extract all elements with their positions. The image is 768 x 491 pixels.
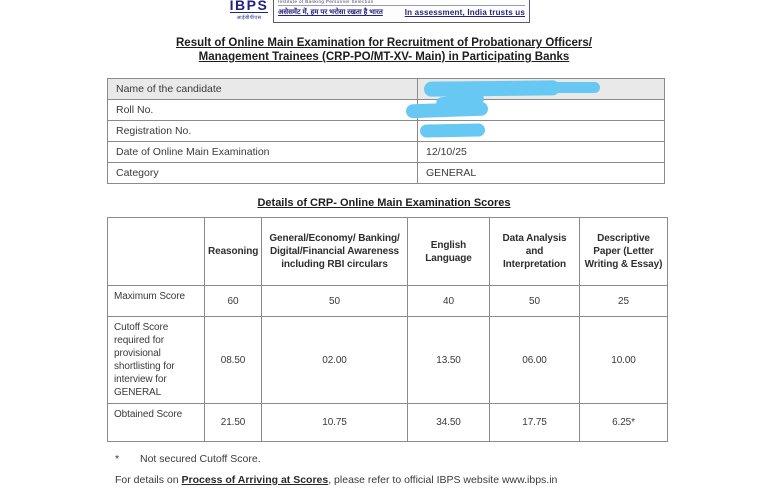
score-cell: 25 xyxy=(580,286,668,317)
redaction-blob xyxy=(420,123,485,137)
obtained-score-label: Obtained Score xyxy=(108,404,205,442)
cutoff-score-label: Cutoff Score required for provisional shortlisting for interview for GENERAL xyxy=(108,317,205,404)
exam-date-label: Date of Online Main Examination xyxy=(108,142,418,163)
score-cell: 10.75 xyxy=(262,404,408,442)
candidate-name-label: Name of the candidate xyxy=(108,79,418,100)
category-label: Category xyxy=(108,163,418,184)
roll-no-label: Roll No. xyxy=(108,100,418,121)
registration-no-label: Registration No. xyxy=(108,121,418,142)
redaction-blob xyxy=(536,82,600,93)
cutoff-score-row xyxy=(108,317,668,404)
maximum-score-row xyxy=(108,286,668,317)
score-cell: 06.00 xyxy=(490,317,580,404)
score-cell: 40 xyxy=(408,286,490,317)
scores-col-english: English Language xyxy=(408,218,490,286)
maximum-score-label: Maximum Score xyxy=(108,286,205,317)
score-cell: 08.50 xyxy=(205,317,262,404)
score-cell: 34.50 xyxy=(408,404,490,442)
tagline-hindi: असेसमेंट में, हम पर भरोसा रखता है भारत xyxy=(278,9,383,16)
table-row xyxy=(108,100,665,121)
score-cell: 02.00 xyxy=(262,317,408,404)
obtained-score-row xyxy=(108,404,668,442)
category-value: GENERAL xyxy=(418,163,665,184)
scores-col-general-awareness: General/Economy/ Banking/ Digital/Financial Awareness including RBI circulars xyxy=(262,218,408,286)
ibps-logo xyxy=(227,0,271,21)
scores-col-reasoning: Reasoning xyxy=(205,218,262,286)
ibps-logo-text: IBPS xyxy=(229,0,269,13)
score-cell: 17.75 xyxy=(490,404,580,442)
candidate-details-table xyxy=(107,78,665,184)
process-of-arriving-at-scores-text: Process of Arriving at Scores xyxy=(181,474,329,486)
exam-date-value: 12/10/25 xyxy=(418,142,665,163)
details-suffix: , please refer to official IBPS website www.ibps.in xyxy=(328,474,558,486)
score-cell: 50 xyxy=(262,286,408,317)
roll-no-value xyxy=(418,100,665,121)
scores-col-data-analysis: Data Analysis and Interpretation xyxy=(490,218,580,286)
scores-header-row xyxy=(108,218,668,286)
score-cell: 13.50 xyxy=(408,317,490,404)
page-title xyxy=(0,36,768,64)
scores-section-heading: Details of CRP- Online Main Examination Scores xyxy=(257,197,511,209)
score-cell: 21.50 xyxy=(205,404,262,442)
footnote-text: Not secured Cutoff Score. xyxy=(140,453,261,465)
details-prefix: For details on xyxy=(115,474,182,486)
scores-table xyxy=(107,217,668,442)
score-cell: 6.25* xyxy=(580,404,668,442)
ibps-logo-subtext: आईबीपीएस xyxy=(236,15,262,21)
score-cell: 50 xyxy=(490,286,580,317)
cutoff-footnote xyxy=(115,453,261,465)
score-cell: 60 xyxy=(205,286,262,317)
banner-fine-print: Institute of Banking Personnel Selection xyxy=(278,0,525,6)
score-cell: 10.00 xyxy=(580,317,668,404)
table-row xyxy=(108,79,665,100)
table-row xyxy=(108,142,665,163)
scores-col-descriptive: Descriptive Paper (Letter Writing & Essay) xyxy=(580,218,668,286)
page-title-line1: Result of Online Main Examination for Recruitment of Probationary Officers/ xyxy=(176,37,592,49)
ibps-tagline-banner xyxy=(273,0,530,23)
scores-col-empty xyxy=(108,218,205,286)
registration-no-value xyxy=(418,121,665,142)
asterisk-marker: * xyxy=(115,453,120,465)
table-row xyxy=(108,163,665,184)
table-row xyxy=(108,121,665,142)
details-reference-line xyxy=(115,474,557,486)
tagline-english: In assessment, India trusts us xyxy=(404,8,525,17)
page-title-line2: Management Trainees (CRP-PO/MT-XV- Main) in Participating Banks xyxy=(198,51,570,63)
